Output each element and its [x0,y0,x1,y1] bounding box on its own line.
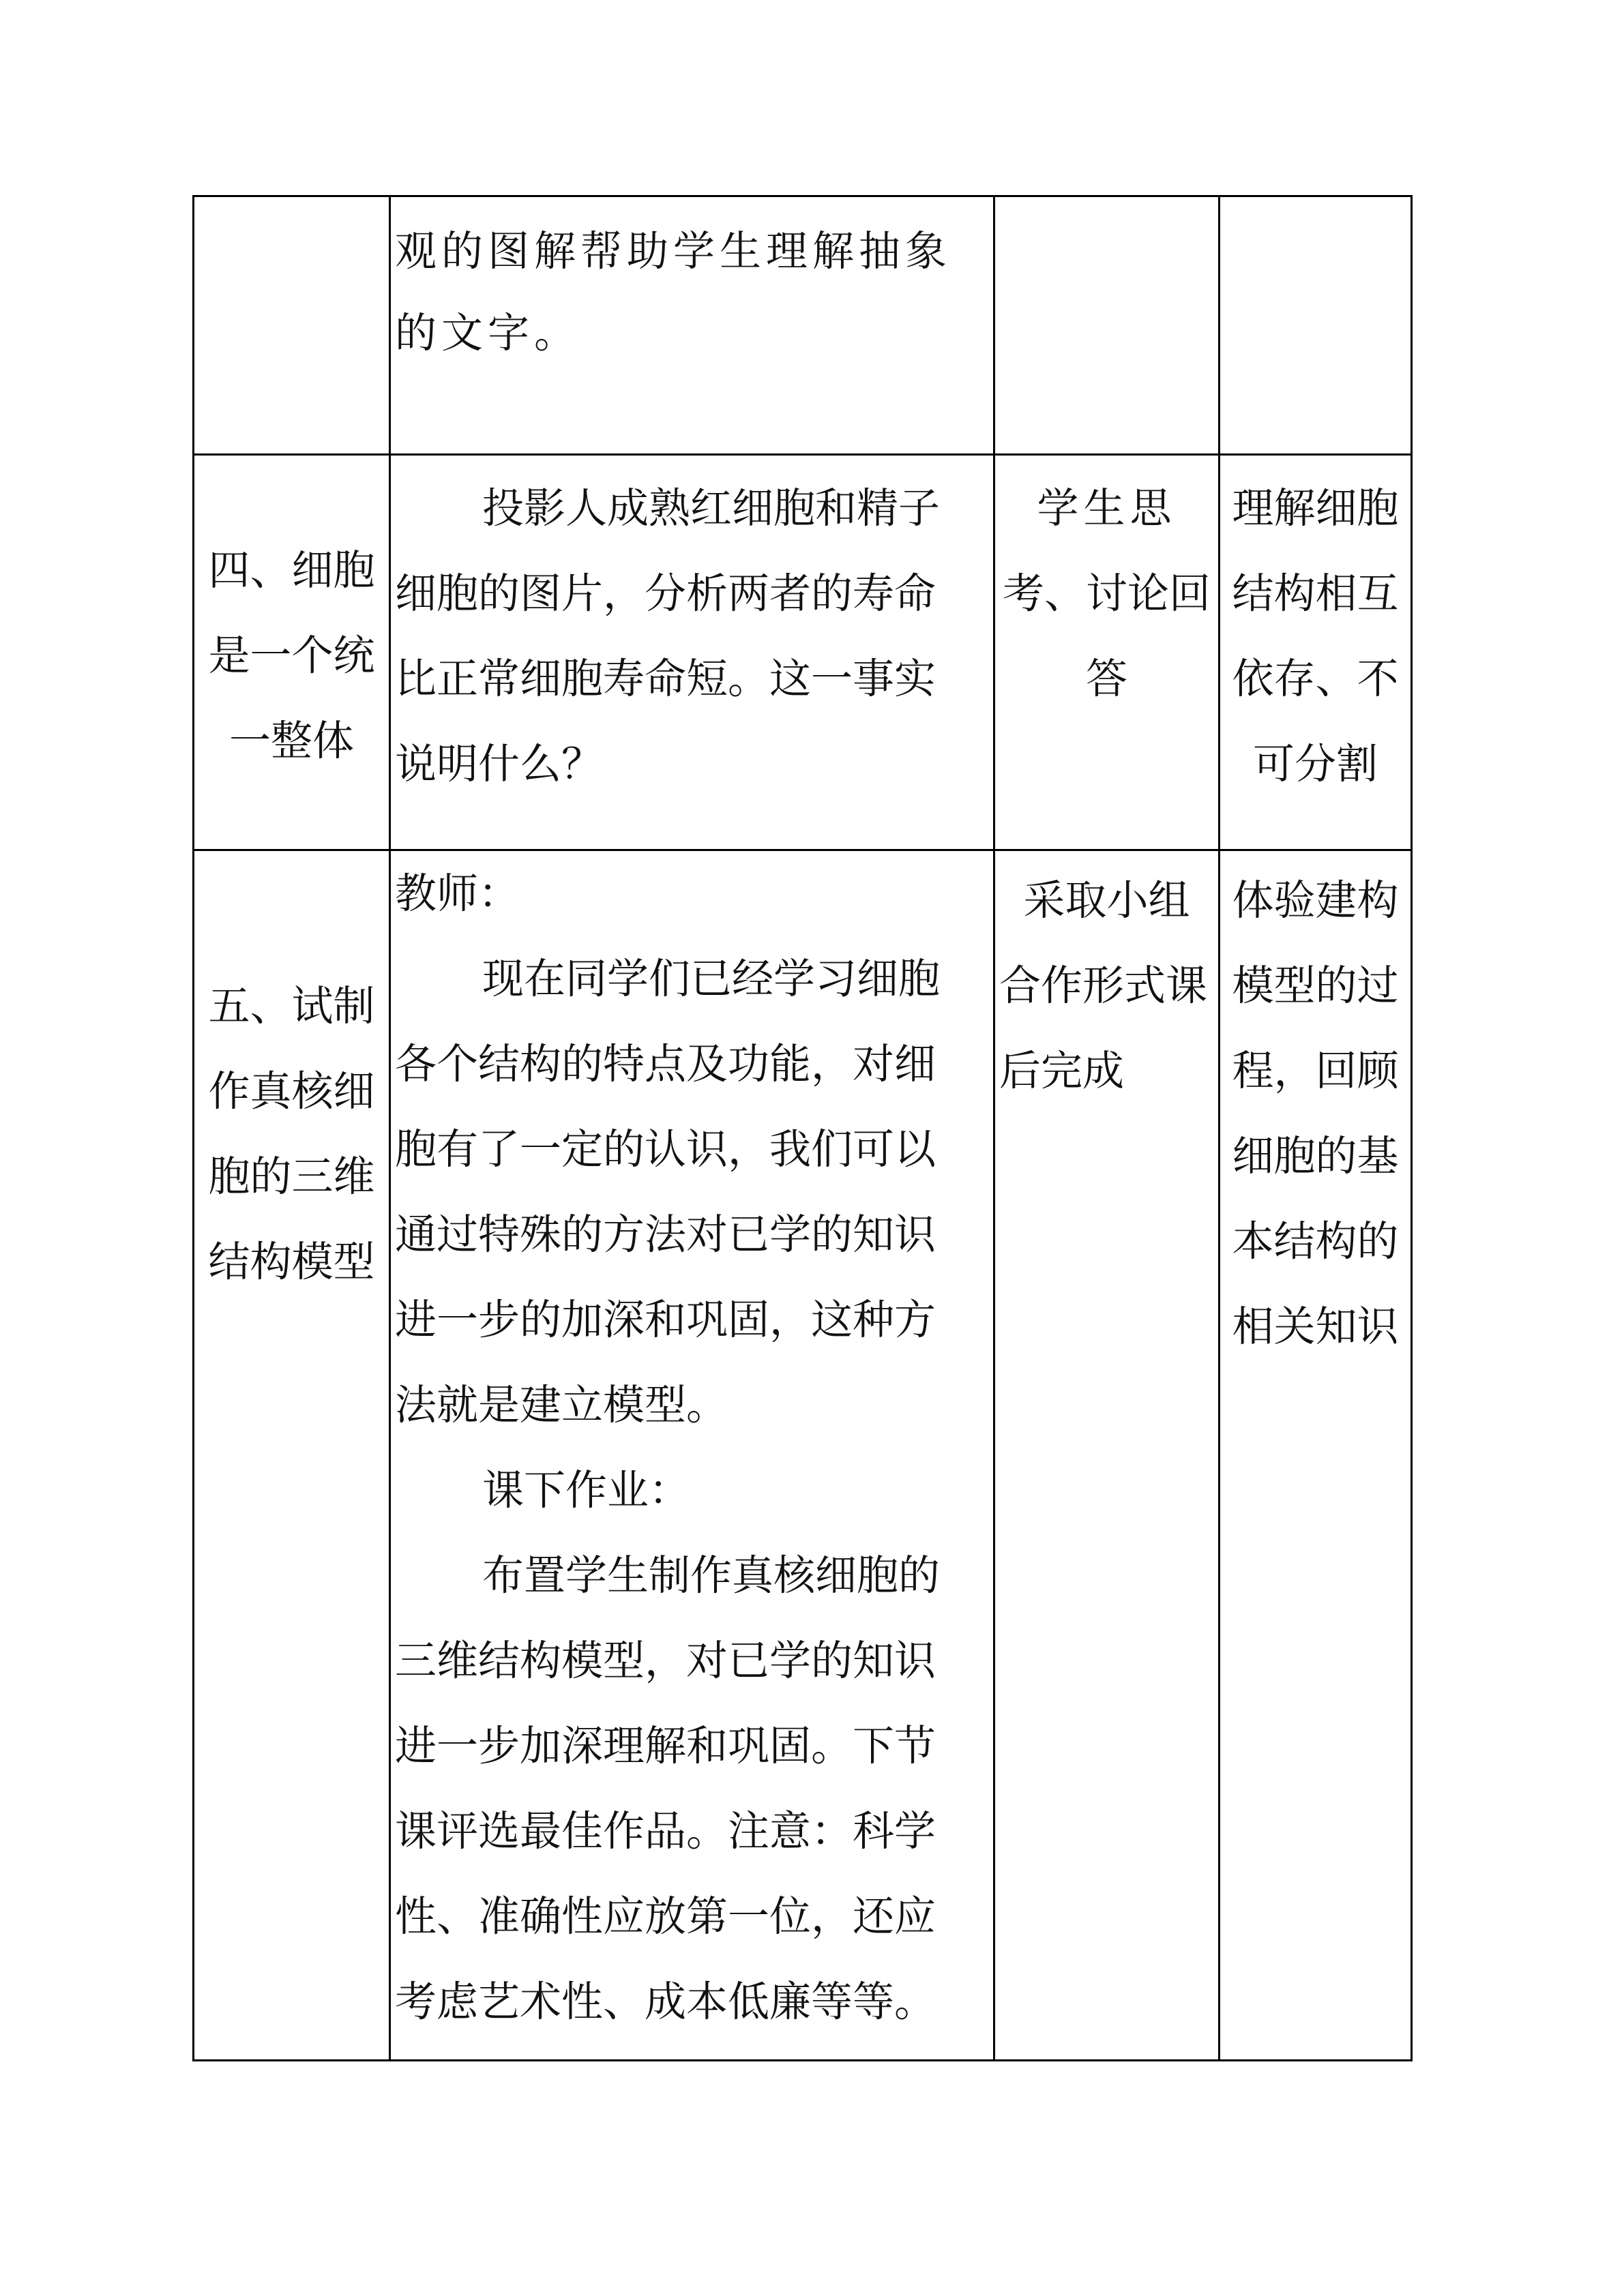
text-line: 五、试制 [208,982,375,1030]
stage-cell [194,455,390,850]
text-line: 现在同学们已经学习细胞 [482,955,941,1003]
text-line: 程，回顾 [1232,1047,1399,1095]
text-line: 的文字。 [395,309,581,357]
text-line: 进一步加深理解和巩固。下节 [395,1722,936,1770]
text-line: 三维结构模型，对已学的知识 [395,1637,936,1685]
text-line: 比正常细胞寿命短。这一事实 [395,655,936,703]
text-line: 细胞的图片，分析两者的寿命 [395,569,936,618]
teacher-activity-cell [390,455,994,850]
student-activity-cell [994,196,1220,455]
text-line: 法就是建立模型。 [395,1381,728,1429]
text-line: 教师： [395,869,520,918]
text-line: 本结构的 [1232,1217,1399,1266]
student-activity-cell [994,455,1220,850]
text-line: 相关知识 [1232,1302,1399,1351]
text-line: 后完成 [999,1047,1125,1095]
text-line: 考、讨论回 [1002,569,1211,618]
stage-cell [194,196,390,455]
lesson-plan-table [192,195,1413,2061]
text-line: 观的图解帮助学生理解抽象 [395,227,952,275]
stage-cell [194,850,390,2061]
design-intent-cell [1220,455,1412,850]
text-line: 各个结构的特点及功能，对细 [395,1040,936,1088]
text-line: 合作形式课 [999,961,1208,1010]
table-row [194,850,1412,2061]
text-line: 性、准确性应放第一位，还应 [395,1892,936,1941]
text-line: 学生思 [1037,484,1177,533]
text-line: 课评选最佳作品。注意：科学 [395,1807,936,1855]
design-intent-cell [1220,196,1412,455]
text-line: 理解细胞 [1232,484,1399,533]
text-line: 考虑艺术性、成本低廉等等。 [395,1978,936,2026]
text-line: 进一步的加深和巩固，这种方 [395,1296,936,1344]
text-line: 通过特殊的方法对已学的知识 [395,1210,936,1259]
text-line: 胞的三维 [208,1152,375,1201]
teacher-activity-cell [390,850,994,2061]
text-line: 一整体 [228,717,354,765]
text-line: 可分割 [1252,740,1378,788]
text-line: 说明什么？ [395,740,604,788]
student-activity-cell [994,850,1220,2061]
teacher-activity-cell [390,196,994,455]
text-line: 课下作业： [482,1466,691,1515]
text-line: 结构相互 [1232,569,1399,618]
text-line: 胞有了一定的认识，我们可以 [395,1125,936,1174]
text-line: 投影人成熟红细胞和精子 [482,484,941,533]
table-row [194,455,1412,850]
text-line: 采取小组 [1023,876,1190,925]
text-line: 细胞的基 [1232,1132,1399,1180]
text-line: 作真核细 [208,1067,375,1116]
design-intent-cell [1220,850,1412,2061]
text-line: 结构模型 [208,1238,375,1286]
table-row [194,196,1412,455]
text-line: 模型的过 [1232,961,1399,1010]
text-line: 布置学生制作真核细胞的 [482,1551,941,1600]
text-line: 体验建构 [1232,876,1399,925]
text-line: 依存、不 [1232,655,1399,703]
text-line: 答 [1085,655,1127,703]
text-line: 是一个统 [208,631,375,680]
text-line: 四、细胞 [208,546,375,595]
